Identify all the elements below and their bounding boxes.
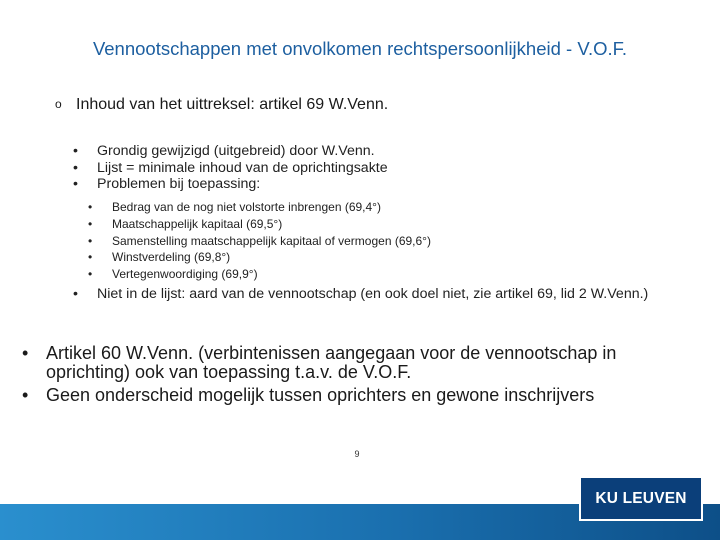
slide-title: Vennootschappen met onvolkomen rechtspersoonlijkheid - V.O.F. <box>92 38 628 59</box>
list-item: • Winstverdeling (69,8°) <box>88 250 231 265</box>
bullet-icon: • <box>22 385 29 405</box>
bullet-icon: • <box>88 216 93 231</box>
bullet-icon: • <box>73 143 78 159</box>
circle-bullet-icon: o <box>55 97 62 111</box>
problems-list <box>88 199 431 283</box>
list-item: • Samenstelling maatschappelijk kapitaal of vermogen (69,6°) <box>88 233 431 248</box>
bullet-icon: • <box>73 286 78 302</box>
list-item: • Vertegenwoordiging (69,9°) <box>88 267 258 282</box>
extra-list <box>73 286 673 302</box>
bullet-icon: • <box>73 176 78 192</box>
bullet-icon: • <box>88 267 93 282</box>
bullet-icon: • <box>88 233 93 248</box>
bullet-icon: • <box>73 159 78 176</box>
page-number: 9 <box>354 449 360 459</box>
bullet-icon: • <box>88 250 93 265</box>
heading-text: Inhoud van het uittreksel: artikel 69 W.Venn. <box>76 96 389 113</box>
list-item: • Grondig gewijzigd (uitgebreid) door W.Venn. <box>73 143 375 159</box>
bullet-icon: • <box>88 200 93 214</box>
list-item: • Niet in de lijst: aard van de vennootschap (en ook doel niet, zie artikel 69, lid 2 W.Venn.) <box>73 286 649 302</box>
list-item: • Lijst = minimale inhoud van de oprichtingsakte <box>73 159 388 176</box>
list-item: • Problemen bij toepassing: <box>73 176 261 192</box>
list-item: • Maatschappelijk kapitaal (69,5°) <box>88 216 283 231</box>
list-item: • Geen onderscheid mogelijk tussen oprichters en gewone inschrijvers <box>22 385 595 405</box>
list-item: • Artikel 60 W.Venn. (verbintenissen aangegaan voor de vennootschap in oprichting) ook van toepassing t.a.v. de V.O.F. <box>22 343 617 382</box>
main-list <box>22 344 702 410</box>
ku-leuven-logo: KU LEUVEN <box>579 476 703 521</box>
bullet-icon: • <box>22 343 29 363</box>
list-item: • Bedrag van de nog niet volstorte inbrengen (69,4°) <box>88 200 381 214</box>
sub-list <box>73 143 673 193</box>
